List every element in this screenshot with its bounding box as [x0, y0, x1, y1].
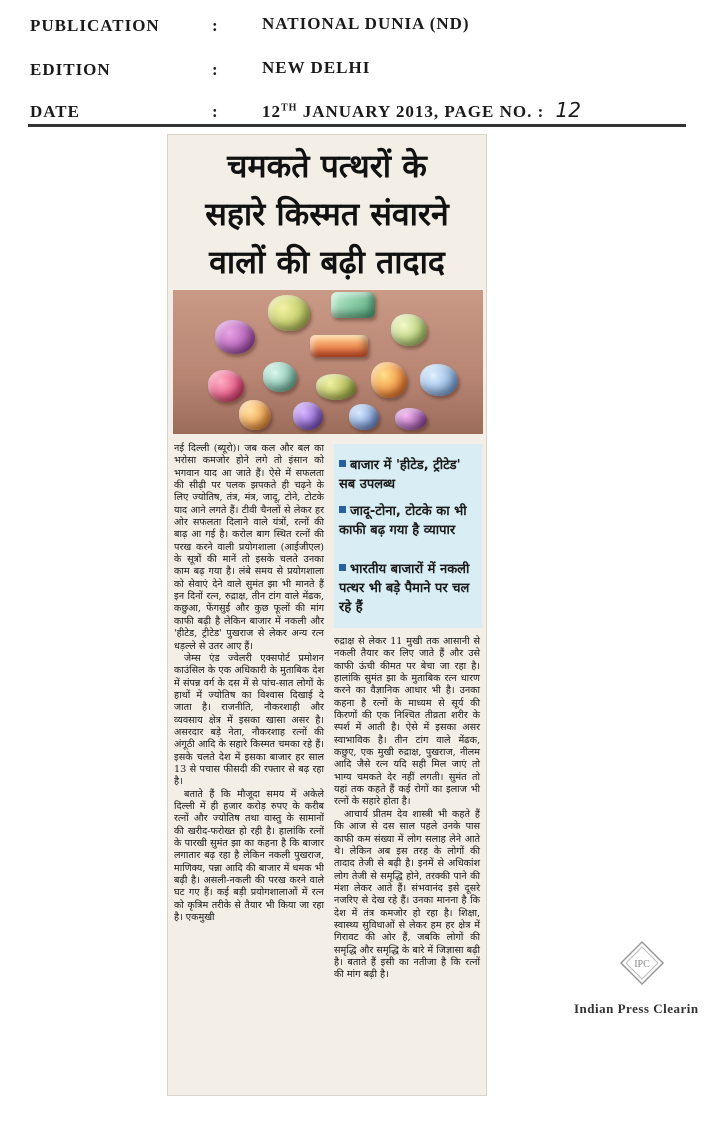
- page-number-handwritten: 12: [555, 98, 581, 122]
- date-day: 12: [262, 102, 281, 121]
- gem-orange-bar: [310, 335, 368, 357]
- publication-label: PUBLICATION: [30, 16, 160, 35]
- gem-amber: [239, 400, 271, 430]
- ipc-logo: [619, 940, 665, 986]
- paragraph: जेम्स एंड ज्वेलरी एक्सपोर्ट प्रमोशन काउंसिल के एक अधिकारी के मुताबिक देश में संपन्न वर्ग के दस में से पांच-सात लोगों के हाथों में ज्योतिष का विश्वास दिखाई दे जाता है। राजनीति, नौकरशाही और व्यवसाय क्षेत्र में इसका खासा असर है। असरदार बड़े नेता, नौकरशाह रत्नों की अंगूठी आदि के सहारे किस्मत चमका रहे हैं। इसके चलते देश में इसका बाजार हर साल 13 से पचास फीसदी की रफ्तार से बढ़ रहा है।: [174, 652, 324, 788]
- headline-line-2: सहारे किस्मत संवारने: [205, 195, 449, 233]
- gem-blue: [420, 364, 458, 396]
- paragraph: रुद्राक्ष से लेकर 11 मुखी तक आसानी से नकली तैयार कर लिए जाते हैं और उसे काफी ऊंची कीमत पर बेचा जा रहा है। हालांकि सुमंत झा के मुताबिक रत्न धारण करने का वैज्ञानिक आधार भी है। उनका कहना है रत्नों के माध्यम से सूर्य की किरणों की एक निश्चित तीव्रता शरीर के स्पर्श में आती है। ऐसे में इसका असर स्वाभाविक है। तीन टांग वाले मेंढक, कछुए, एक मुखी रुद्राक्ष, पुखराज, नीलम आदि जैसे रत्न यदि सही मिल जाएं तो भाग्य चमकते देर नहीं लगती। सुमंत तो यहां तक कहते हैं कई रोगों का इलाज भी रत्नों के सहारे होता है।: [334, 636, 480, 808]
- square-bullet-icon: [339, 506, 346, 513]
- edition-value: NEW DELHI: [262, 58, 371, 77]
- gem-red: [208, 370, 244, 402]
- edition-label: EDITION: [30, 60, 111, 79]
- paragraph: नई दिल्ली (ब्यूरो)। जब कल और बल का भरोसा कमजोर होने लगे तो इंसान को भगवान याद आ जाते हैं। ऐसे में सफलता की सीढ़ी पर पलक झपकते ही चढ़ने के लिए ज्योतिष, तंत्र, मंत्र, जादू, टोने, टोटके याद आने लगते हैं। टीवी चैनलों से लेकर हर ओर सफलता दिलाने वाले यंत्रों, रत्नों की बाढ़ आ गई है। करोल बाग स्थित रत्नों की परख करने वाली प्रयोगशाला (आईजीएल) के सूत्रों की मानें तो इसके चलते उनका काम बढ़ गया है। लंबे समय से प्रयोगशाला को सेवाएं देने वाले सुमंत झा भी मानते हैं इन दिनों रत्न, रुद्राक्ष, तीन टांग वाले मेंढक, कछुआ, फेंगसुई और कुछ फूलों की मांग काफी बढ़ी है लेकिन बाजार में नकली और 'हीटेड, ट्रीटेड' पुखराज से लेकर अन्य रत्न धड़ल्ले से उतर आए हैं।: [174, 443, 324, 652]
- gem-magenta: [395, 408, 427, 430]
- gem-sky: [349, 404, 379, 430]
- highlights-box: [334, 444, 482, 628]
- article-column-2: [334, 636, 480, 982]
- date-colon: :: [212, 102, 219, 121]
- gem-violet: [293, 402, 323, 430]
- date-rest: JANUARY 2013, PAGE NO. :: [302, 102, 545, 121]
- gem-olive: [316, 374, 356, 400]
- publication-value: NATIONAL DUNIA (ND): [262, 14, 470, 33]
- date-label: DATE: [30, 102, 80, 121]
- publication-colon: :: [212, 16, 219, 35]
- headline-line-1: चमकते पत्थरों के: [227, 147, 427, 185]
- article-column-1: [174, 443, 324, 924]
- highlight-item: भारतीय बाजारों में नकली पत्थर भी बड़े पैमाने पर चल रहे हैं: [339, 562, 470, 615]
- paragraph: आचार्य प्रीतम देव शास्त्री भी कहते हैं कि आज से दस साल पहले उनके पास काफी कम संख्या में लोग सलाह लेने आते थे। लेकिन अब इस तरह के लोगों की तादाद तेजी से बढ़ी है। इनमें से अधिकांश लोग तेजी से समृद्धि होने, तरक्की पाने की मंशा लेकर आते हैं। संभवानंद इसे दूसरे नजरिए से देख रहे हैं। उनका मानना है कि देश में तंत्र कमजोर हो रहा है। शिक्षा, स्वास्थ्य सुविधाओं से लेकर हम हर क्षेत्र में गिरावट की ओर हैं, जबकि लोगों की समृद्धि और समृद्धि के बारे में जिज्ञासा बढ़ी है। बताते हैं इसी का नतीजा है कि रत्नों की मांग बढ़ी है।: [334, 808, 480, 981]
- square-bullet-icon: [339, 460, 346, 467]
- headline-line-3: वालों की बढ़ी तादाद: [209, 243, 445, 281]
- gem-yellow-green: [268, 295, 310, 331]
- gemstones-photo: [173, 290, 483, 434]
- header-rule: [28, 124, 686, 127]
- gem-light-green: [391, 314, 427, 346]
- square-bullet-icon: [339, 564, 346, 571]
- highlight-item: जादू-टोना, टोटके का भी काफी बढ़ गया है व्यापार: [339, 504, 467, 538]
- edition-colon: :: [212, 60, 219, 79]
- gem-teal: [263, 362, 297, 392]
- date-value: [262, 98, 581, 122]
- agency-name: Indian Press Clearin: [574, 1001, 699, 1016]
- paragraph: बताते हैं कि मौजूदा समय में अकेले दिल्ली में ही हजार करोड़ रुपए के करीब रत्नों और ज्योतिष तथा वास्तु के सामानों की खरीद-फरोख्त हो रही है। हालांकि रत्नों के पारखी सुमंत झा का कहना है कि बाजार लगातार बढ़ रहा है लेकिन नकली पुखराज, माणिक्य, पन्ना आदि की बाजार में धमक भी बढ़ी है। असली-नकली की परख करने वाले घट गए हैं। कई बड़ी प्रयोगशालाओं में रत्न को कृत्रिम तरीके से तैयार भी किया जा रहा है। एकमुखी: [174, 788, 324, 924]
- date-suffix: TH: [281, 102, 298, 114]
- logo-letters: IPC: [634, 959, 650, 970]
- gem-purple: [215, 320, 255, 354]
- article-headline: [174, 142, 480, 286]
- gem-orange: [371, 362, 407, 398]
- gem-green-bar: [331, 292, 375, 318]
- highlight-item: बाजार में 'हीटेड, ट्रीटेड' सब उपलब्ध: [339, 458, 461, 492]
